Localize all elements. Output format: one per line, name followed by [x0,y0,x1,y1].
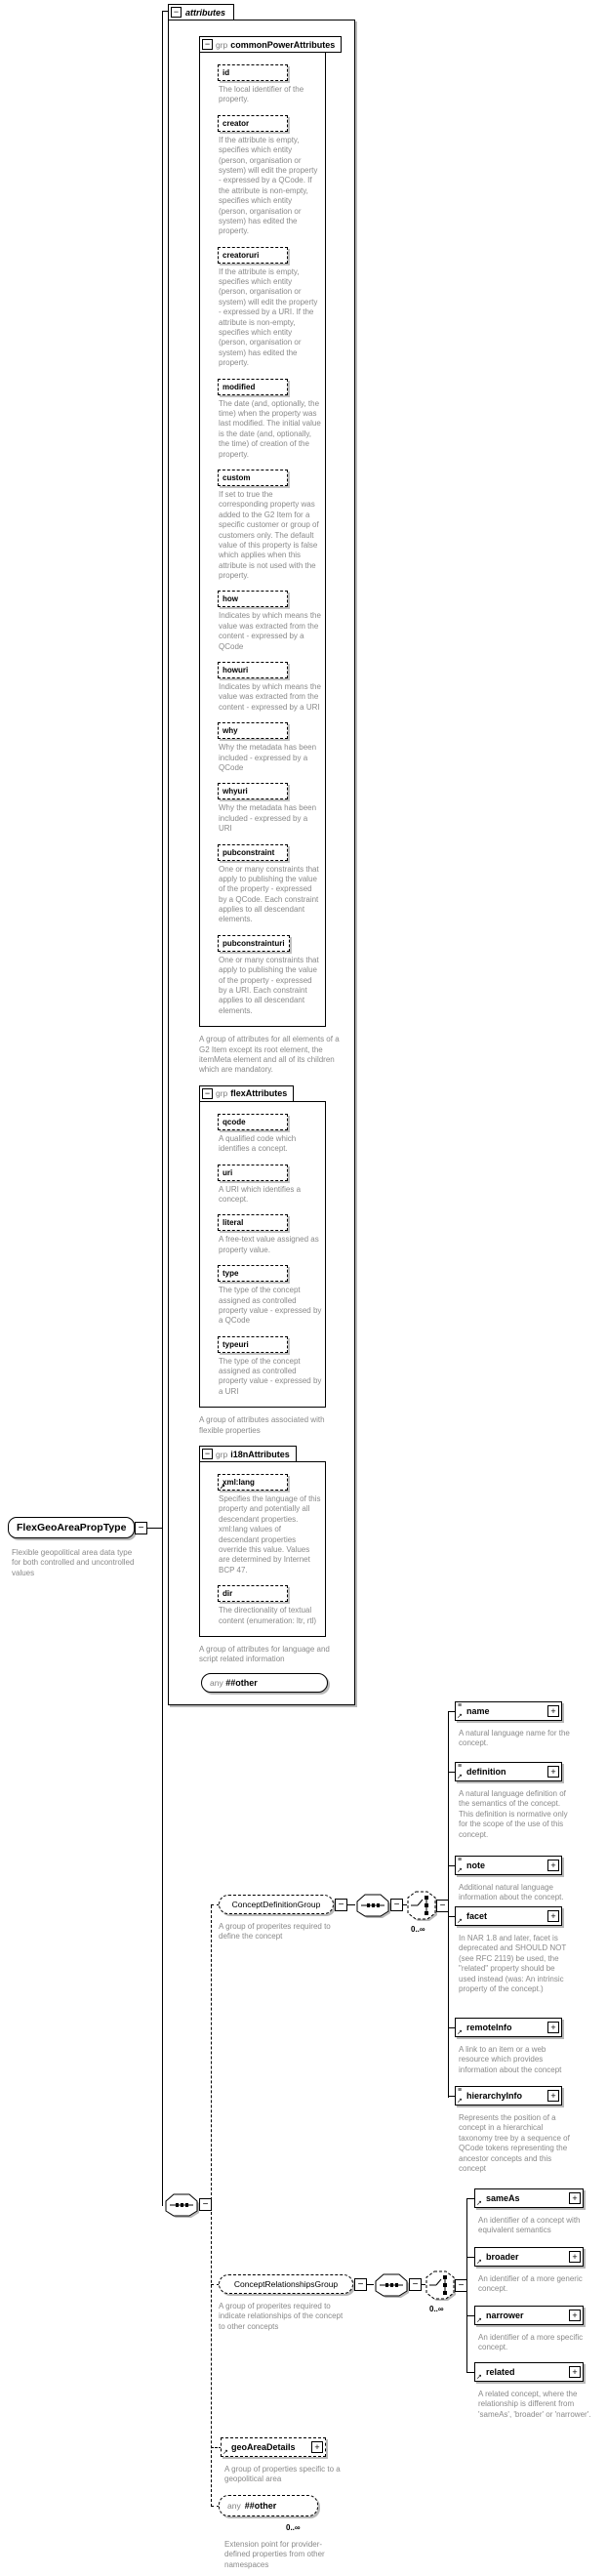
element-description: An identifier of a concept with equivalent semantics [478,2216,581,2235]
reference-arrow-icon: ↗ [223,2449,228,2456]
attribute-description: If the attribute is empty, specifies which entity (person, organisation or system) will edit the property - expressed by a URI. If the attribute is non-empty, specifies which entity (person, organisation or system) has edited the property. [219,266,318,368]
attribute-description: Specifies the language of this property and potentially all descendant properties. xml:lang values of descendant properties override this value. Values are determined by Internet BCP 47. [219,1494,321,1574]
element-sameas[interactable]: ↗ sameAs + [474,2188,584,2208]
attribute-uri[interactable]: uri [218,1165,288,1181]
element-description: An identifier of a more specific concept. [478,2333,584,2352]
choice-compositor-icon[interactable] [425,2269,458,2303]
connector-line [466,2372,474,2373]
collapse-toggle-icon[interactable]: − [436,1900,449,1912]
attribute-description: The type of the concept assigned as controlled property value - expressed by a URI [219,1356,322,1396]
text-element-icon: ≡ [458,1763,463,1770]
attribute-custom[interactable]: custom [218,470,288,486]
grp-keyword: grp [216,1088,228,1099]
group-name: i18nAttributes [230,1449,290,1459]
reference-arrow-icon: ↗ [476,2374,482,2381]
reference-arrow-icon: ↗ [457,1867,463,1874]
attribute-how[interactable]: how [218,591,288,607]
sequence-compositor-icon[interactable] [373,2271,410,2299]
attribute-description: Why the metadata has been included - expressed by a QCode [219,743,317,772]
collapse-toggle-icon[interactable]: − [354,2278,367,2291]
element-description: A group of properties specific to a geopolitical area [224,2465,341,2484]
text-element-icon: ≡ [458,1702,463,1709]
collapse-toggle-icon[interactable]: − [409,2278,422,2291]
group-note: A group of attributes associated with flexible properties [199,1415,325,1435]
attribute-description: One or many constraints that apply to publishing the value of the property - expressed by a URI. Each constraint applies to all descendant elements. [219,955,319,1015]
attribute-description: Why the metadata has been included - expressed by a URI [219,803,317,834]
sequence-compositor-icon[interactable] [163,2191,200,2219]
element-description: Flexible geopolitical area data type for both controlled and uncontrolled values [12,1548,135,1577]
collapse-toggle-icon[interactable]: − [199,2198,212,2211]
attribute-why[interactable]: why [218,722,288,739]
reference-arrow-icon: ↗ [457,1918,463,1925]
expand-toggle-icon[interactable]: + [569,2366,581,2378]
reference-arrow-icon: ↗ [476,2317,482,2324]
attribute-description: Indicates by which means the value was extracted from the content - expressed by a QCode [219,611,321,651]
expand-toggle-icon[interactable]: + [547,1860,559,1871]
attribute-pubconstrainturi[interactable]: pubconstrainturi [218,935,290,952]
expand-toggle-icon[interactable]: + [547,1766,559,1778]
element-narrower[interactable]: ↗ narrower + [474,2306,584,2325]
expand-toggle-icon[interactable]: + [569,2192,581,2204]
attribute-qcode[interactable]: qcode [218,1114,288,1130]
attribute-id[interactable]: id [218,64,288,81]
cardinality-label: 0..∞ [411,1925,425,1934]
reference-arrow-icon: ↗ [457,1713,463,1720]
attribute-creatoruri[interactable]: creatoruri [218,247,288,264]
attribute-description: The date (and, optionally, the time) when the property was last modified. The initial value is the date (and, optionally, the time) of creation of the property. [219,398,321,459]
attribute-whyuri[interactable]: whyuri [218,783,288,799]
group-i18nattributes [199,1444,326,1637]
group-commonpowerattributes [199,34,336,1027]
attribute-literal[interactable]: literal [218,1214,288,1231]
connector-line [448,1916,455,1917]
element-broader[interactable]: ↗ broader + [474,2247,584,2267]
collapse-toggle-icon[interactable]: − [390,1899,403,1911]
group-name: commonPowerAttributes [230,39,336,50]
element-remoteinfo[interactable]: ↗ remoteInfo + [455,2018,562,2037]
expand-toggle-icon[interactable]: + [547,2022,559,2033]
reference-arrow-icon: ↗ [476,2259,482,2266]
wildcard-description: Extension point for provider-defined properties from other namespaces [224,2540,325,2569]
element-geoareadetails[interactable]: ↗ geoAreaDetails + [221,2437,326,2457]
element-hierarchyinfo[interactable]: ≡ ↗ hierarchyInfo + [455,2086,562,2106]
group-ref-conceptdefinitiongroup[interactable]: ConceptDefinitionGroup [219,1895,334,1914]
reference-arrow-icon: ↗ [457,1774,463,1780]
expand-toggle-icon[interactable]: + [569,2310,581,2321]
attribute-description: If set to true the corresponding property was added to the G2 Item for a specific customer or group of customers only. The default value of this property is false which applies when this attribute is not used with the property. [219,489,319,581]
collapse-toggle-icon[interactable]: − [202,1088,213,1099]
group-note: A group of attributes for language and script related information [199,1644,330,1664]
attribute-creator[interactable]: creator [218,115,288,132]
grp-keyword: grp [216,39,228,50]
group-body [199,52,326,1027]
cardinality-label: 0..∞ [429,2305,444,2313]
connector-line [448,1772,455,1773]
group-header[interactable] [199,1446,297,1462]
wildcard-name: ##other [244,2501,277,2511]
attribute-description: A qualified code which identifies a concept. [219,1133,297,1154]
attribute-description: The local identifier of the property. [219,85,304,104]
connector-line [448,2027,455,2028]
attribute-wildcard-any-other[interactable] [201,1673,328,1693]
expand-toggle-icon[interactable]: + [547,2090,559,2102]
element-description: A related concept, where the relationship is different from 'sameAs', 'broader' or 'narrower'. [478,2390,591,2419]
element-description: An identifier of a more generic concept. [478,2274,583,2294]
element-description: Represents the position of a concept in a hierarchical taxonomy tree by a sequence of QCode tokens representing the ancestor concepts and this concept [459,2113,570,2173]
group-header[interactable] [199,36,342,53]
group-header[interactable] [199,1085,294,1102]
connector-line [448,1865,455,1866]
element-description: A link to an item or a web resource which provides information about the concept [459,2045,562,2074]
collapse-toggle-icon[interactable]: − [335,1899,347,1911]
collapse-toggle-icon[interactable]: − [171,7,182,18]
connector-line [448,2096,455,2097]
group-description: A group of properites required to define the concept [219,1922,331,1942]
wildcard-name: ##other [225,1677,258,1688]
reference-arrow-icon: ↗ [457,2029,463,2036]
text-element-icon: ≡ [458,2087,463,2094]
attribute-description: The directionality of textual content (enumeration: ltr, rtl) [219,1606,317,1625]
attribute-description: Indicates by which means the value was extracted from the content - expressed by a URI [219,682,321,712]
reference-arrow-icon: ↗ [220,1484,225,1492]
element-related[interactable]: ↗ related + [474,2362,584,2382]
collapse-toggle-icon[interactable]: − [202,1449,213,1459]
group-name: flexAttributes [230,1088,288,1099]
attribute-type[interactable]: type [218,1265,288,1282]
element-description: Additional natural language information about the concept. [459,1883,564,1902]
connector-line [466,2257,474,2258]
connector-line [448,1711,455,1712]
connector-line [147,1528,162,1529]
grp-keyword: grp [216,1449,228,1459]
element-description: A natural language name for the concept. [459,1729,570,1748]
element-description: A natural language definition of the semantics of the concept. This definition is normative only for the scope of the use of this concept. [459,1789,568,1839]
any-keyword: any [210,1677,223,1688]
group-flexattributes [199,1084,326,1408]
text-element-icon: ≡ [458,1857,463,1863]
group-note: A group of attributes for all elements of a G2 Item except its root element, the itemMeta element and all of its children which are mandatory. [199,1035,340,1075]
element-description: In NAR 1.8 and later, facet is deprecated and SHOULD NOT (see RFC 2119) be used, the "related" property should be used instead (was: An intrinsic property of the concept.) [459,1934,567,1993]
attributes-frame [168,20,355,1705]
sequence-compositor-icon[interactable] [354,1892,391,1919]
attribute-pubconstraint[interactable]: pubconstraint [218,844,288,861]
collapse-toggle-icon[interactable]: − [455,2279,467,2292]
attribute-typeuri[interactable]: typeuri [218,1336,288,1353]
attribute-description: If the attribute is empty, specifies which entity (person, organisation or system) will edit the property - expressed by a QCode. If the attribute is non-empty, specifies which entity (person, organisation or system) has edited the property. [219,135,318,236]
connector-line [466,2315,474,2316]
expand-toggle-icon[interactable]: + [311,2441,323,2453]
connector-line [162,11,163,2206]
group-body [199,1461,326,1637]
attribute-description: The type of the concept assigned as controlled property value - expressed by a QCode [219,1286,322,1326]
element-note[interactable]: ≡ ↗ note + [455,1856,562,1875]
content-wildcard-any-other[interactable] [219,2495,318,2516]
choice-compositor-icon[interactable] [406,1890,439,1923]
attribute-xml-lang[interactable]: ↗ xml:lang [218,1474,288,1491]
element-definition[interactable]: ≡ ↗ definition + [455,1762,562,1781]
element-flexgeoareaproptype[interactable]: FlexGeoAreaPropType [8,1517,135,1538]
attribute-description: One or many constraints that apply to publishing the value of the property - expressed by a QCode. Each constraint applies to all descendant elements. [219,864,319,924]
expand-toggle-icon[interactable]: + [569,2251,581,2263]
expand-toggle-icon[interactable]: + [547,1910,559,1922]
collapse-toggle-icon[interactable]: − [202,39,213,50]
cardinality-label: 0..∞ [286,2523,301,2532]
reference-arrow-icon: ↗ [476,2200,482,2207]
attributes-tab-label: attributes [185,7,226,18]
connector-line [466,2198,474,2199]
group-description: A group of properites required to indicate relationships of the concept to other concepts [219,2302,344,2331]
attribute-modified[interactable]: modified [218,379,288,395]
attribute-description: A free-text value assigned as property value. [219,1235,319,1254]
collapse-toggle-icon[interactable]: − [135,1522,147,1534]
attribute-dir[interactable]: dir [218,1585,288,1602]
element-facet[interactable]: ↗ facet + [455,1906,562,1926]
attribute-howuri[interactable]: howuri [218,662,288,678]
group-body [199,1101,326,1408]
expand-toggle-icon[interactable]: + [547,1705,559,1717]
group-ref-conceptrelationshipsgroup[interactable]: ConceptRelationshipsGroup [219,2274,353,2294]
any-keyword: any [227,2501,241,2511]
attribute-description: A URI which identifies a concept. [219,1184,302,1204]
attributes-tab[interactable] [168,4,234,20]
element-name[interactable]: ≡ ↗ name + [455,1701,562,1721]
reference-arrow-icon: ↗ [457,2098,463,2105]
